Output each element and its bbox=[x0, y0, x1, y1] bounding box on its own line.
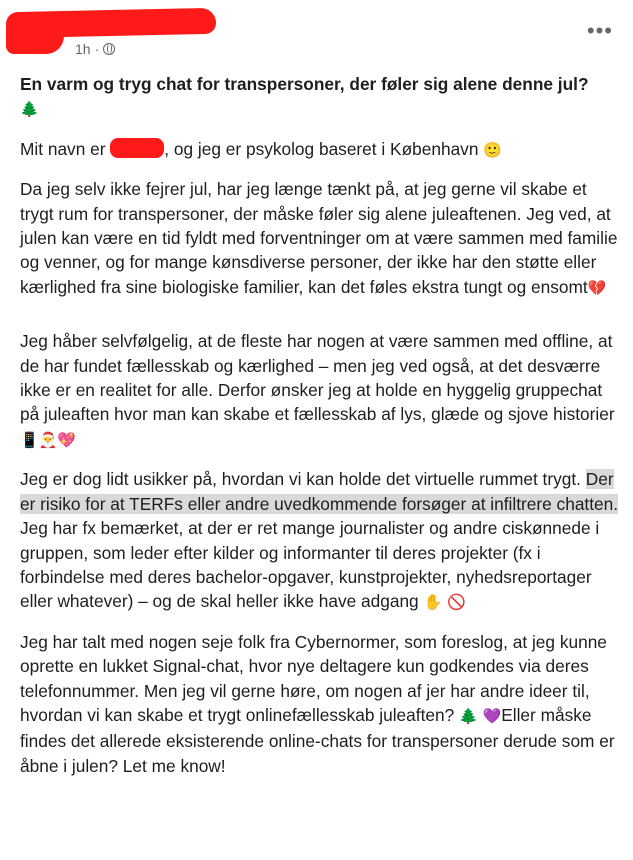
redacted-author-name bbox=[6, 8, 216, 38]
post-title-text: En varm og tryg chat for transpersoner, der føler sig alene denne jul? bbox=[20, 74, 589, 94]
paragraph-3 bbox=[20, 467, 620, 615]
timestamp-text[interactable]: 1h bbox=[75, 41, 91, 57]
more-options-icon[interactable]: ••• bbox=[586, 18, 613, 43]
christmas-tree-icon: 🌲 bbox=[20, 101, 39, 119]
post-body bbox=[20, 72, 620, 792]
broken-heart-icon: 💔 bbox=[587, 279, 607, 297]
post-header bbox=[0, 0, 633, 60]
highlighted-text: Der er risiko for at TERFs eller andre uvedkommende forsøger at infiltrere chatten. bbox=[20, 469, 619, 514]
intro-text-pre: Mit navn er bbox=[20, 138, 106, 159]
prohibited-icon: 🚫 bbox=[446, 594, 466, 612]
christmas-tree-icon-2: 🌲 bbox=[459, 707, 478, 725]
globe-icon bbox=[103, 43, 115, 55]
paragraph-2 bbox=[20, 329, 620, 453]
smile-icon: 🙂 bbox=[483, 141, 502, 159]
timestamp-separator: · bbox=[94, 41, 100, 57]
phone-santa-heart-icons: 📱🎅💖 bbox=[20, 431, 77, 449]
raised-hand-icon: ✋ bbox=[423, 594, 443, 612]
paragraph-4 bbox=[20, 630, 620, 778]
intro-paragraph bbox=[20, 137, 620, 163]
redacted-name-inline bbox=[110, 138, 164, 158]
purple-heart-icon: 💜 bbox=[482, 707, 502, 725]
post-title bbox=[20, 72, 620, 123]
paragraph-1 bbox=[20, 177, 620, 301]
intro-text-post: , og jeg er psykolog baseret i København bbox=[164, 138, 479, 159]
paragraph-3-text-post: Jeg har fx bemærket, at der er ret mange journalister og andre ciskønnede i gruppen, som leder efter kilder og informanter til deres projekter (fx i forbindelse med deres bachelor-opgaver, kunstprojekter, nyhedsreportager eller whatever) – og de skal heller ikke have adgang bbox=[20, 518, 600, 612]
paragraph-3-text-pre: Jeg er dog lidt usikker på, hvordan vi kan holde det virtuelle rummet trygt. bbox=[20, 469, 586, 490]
post-timestamp[interactable] bbox=[75, 41, 115, 57]
paragraph-4-text-pre: Jeg har talt med nogen seje folk fra Cybernormer, som foreslog, at jeg kunne oprette en lukket Signal-chat, hvor nye deltagere kun godkendes via deres telefonnummer. Men jeg vil gerne høre, om nogen af jer har andre ideer til, hvordan vi kan skabe et trygt onlinefællesskab juleaften? bbox=[20, 631, 607, 725]
paragraph-1-text: Da jeg selv ikke fejrer jul, har jeg længe tænkt på, at jeg gerne vil skabe et trygt rum for transpersoner, der måske føler sig alene juleaftenen. Jeg ved, at julen kan være en tid fyldt med forventninger om at være sammen med familie og venner, og for mange kønsdiverse personer, der ikke har den støtte eller kærlighed fra sine biologiske familier, kan det føles ekstra tungt og ensomt bbox=[20, 179, 618, 297]
paragraph-4-text-post: Eller måske findes det allerede eksisterende online-chats for transpersoner derude som er åbne i julen? Let me know! bbox=[20, 704, 615, 776]
paragraph-2-text: Jeg håber selvfølgelig, at de fleste har nogen at være sammen med offline, at de har fundet fællesskab og kærlighed – men jeg ved også, at det desværre ikke er en realitet for alle. Derfor ønsker jeg at holde en hyggelig gruppechat på juleaften hvor man kan skabe et fællesskab af lys, glæde og sjove historier bbox=[20, 331, 615, 425]
